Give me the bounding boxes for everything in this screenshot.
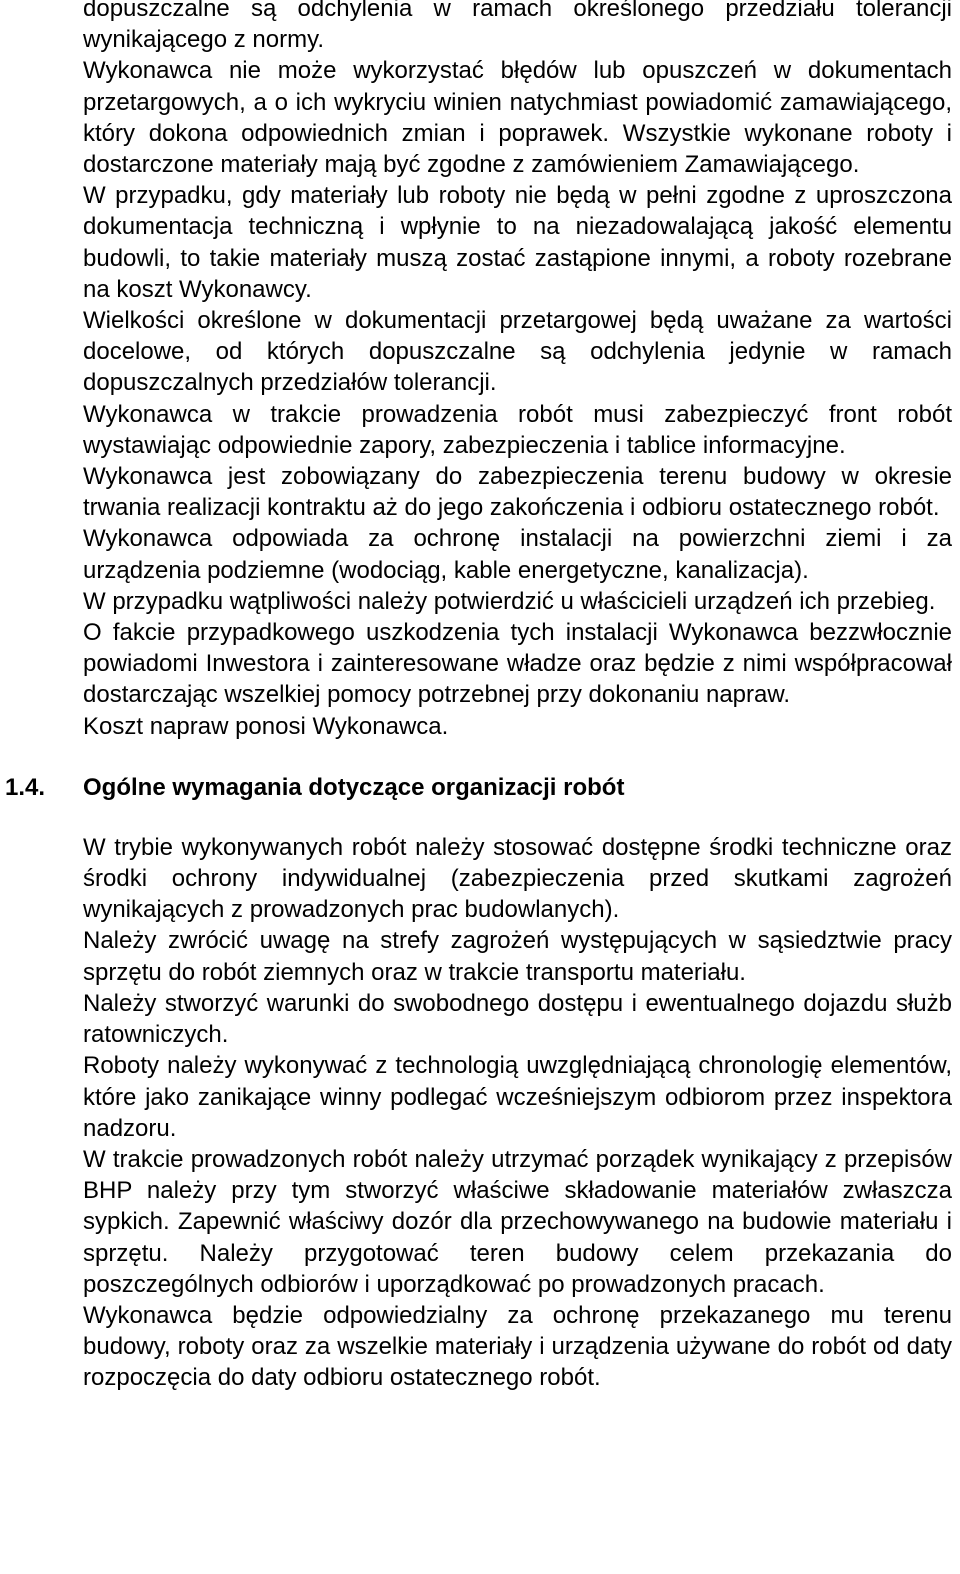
paragraph: W przypadku wątpliwości należy potwierdzić u właścicieli urządzeń ich przebieg. (83, 587, 936, 615)
paragraph: Wykonawca odpowiada za ochronę instalacji na powierzchni ziemi i za urządzenia podziemne (wodociąg, kable energetyczne, kanalizacja). (83, 525, 952, 584)
paragraph: O fakcie przypadkowego uszkodzenia tych instalacji Wykonawca bezzwłocznie powiadomi Inwestora i zainteresowane władze oraz będzie z nimi współpracował dostarczając wszelkiej pomocy potrzebnej przy dokonaniu napraw. (83, 619, 952, 709)
paragraph: W przypadku, gdy materiały lub roboty nie będą w pełni zgodne z uproszczona dokumentacja techniczną i wpłynie to na niezadowalającą jakość elementu budowli, to takie materiały muszą zostać zastąpione innymi, a roboty rozebrane na koszt Wykonawcy. (83, 182, 952, 303)
paragraph: W trakcie prowadzonych robót należy utrzymać porządek wynikający z przepisów BHP należy przy tym stworzyć właściwe składowanie materiałów zwłaszcza sypkich. Zapewnić właściwy dozór dla przechowywanego na budowie materiału i sprzętu. Należy przygotować teren budowy celem przekazania do poszczególnych odbiorów i uporządkować po prowadzonych pracach. (83, 1145, 952, 1298)
paragraph: Należy zwrócić uwagę na strefy zagrożeń występujących w sąsiedztwie pracy sprzętu do robót ziemnych oraz w trakcie transportu materiału. (83, 927, 952, 986)
paragraph: W trybie wykonywanych robót należy stosować dostępne środki techniczne oraz środki ochrony indywidualnej (zabezpieczenia przed skutkami zagrożeń wynikających z prowadzonych prac budowlanych). (83, 833, 952, 924)
paragraph: Roboty należy wykonywać z technologią uwzględniającą chronologię elementów, które jako zanikające winny podlegać wcześniejszym odbiorom przez inspektora nadzoru. (83, 1052, 952, 1142)
document-page (5, 0, 952, 1394)
paragraph: dopuszczalne są odchylenia w ramach określonego przedziału tolerancji wynikającego z normy. (83, 0, 952, 54)
paragraph: Wykonawca jest zobowiązany do zabezpieczenia terenu budowy w okresie trwania realizacji kontraktu aż do jego zakończenia i odbioru ostatecznego robót. (83, 463, 952, 522)
paragraph: Należy stworzyć warunki do swobodnego dostępu i ewentualnego dojazdu służb ratowniczych. (83, 989, 952, 1049)
section-number: 1.4. (5, 773, 46, 801)
paragraph: Wykonawca w trakcie prowadzenia robót musi zabezpieczyć front robót wystawiając odpowiednie zapory, zabezpieczenia i tablice informacyjne. (83, 400, 952, 459)
section-title: Ogólne wymagania dotyczące organizacji robót (83, 773, 625, 801)
paragraph: Wielkości określone w dokumentacji przetargowej będą uważane za wartości docelowe, od których dopuszczalne są odchylenia jedynie w ramach dopuszczalnych przedziałów tolerancji. (83, 307, 952, 397)
paragraph: Wykonawca będzie odpowiedzialny za ochronę przekazanego mu terenu budowy, roboty oraz za wszelkie materiały i urządzenia używane do robót od daty rozpoczęcia do daty odbioru ostatecznego robót. (83, 1301, 952, 1392)
section-heading (5, 772, 952, 803)
paragraph: Wykonawca nie może wykorzystać błędów lub opuszczeń w dokumentach przetargowych, a o ich wykryciu winien natychmiast powiadomić zamawiającego, który dokona odpowiednich zmian i poprawek. Wszystkie wykonane roboty i dostarczone materiały mają być zgodne z zamówieniem Zamawiającego. (83, 57, 952, 179)
paragraph: Koszt napraw ponosi Wykonawca. (83, 712, 449, 740)
